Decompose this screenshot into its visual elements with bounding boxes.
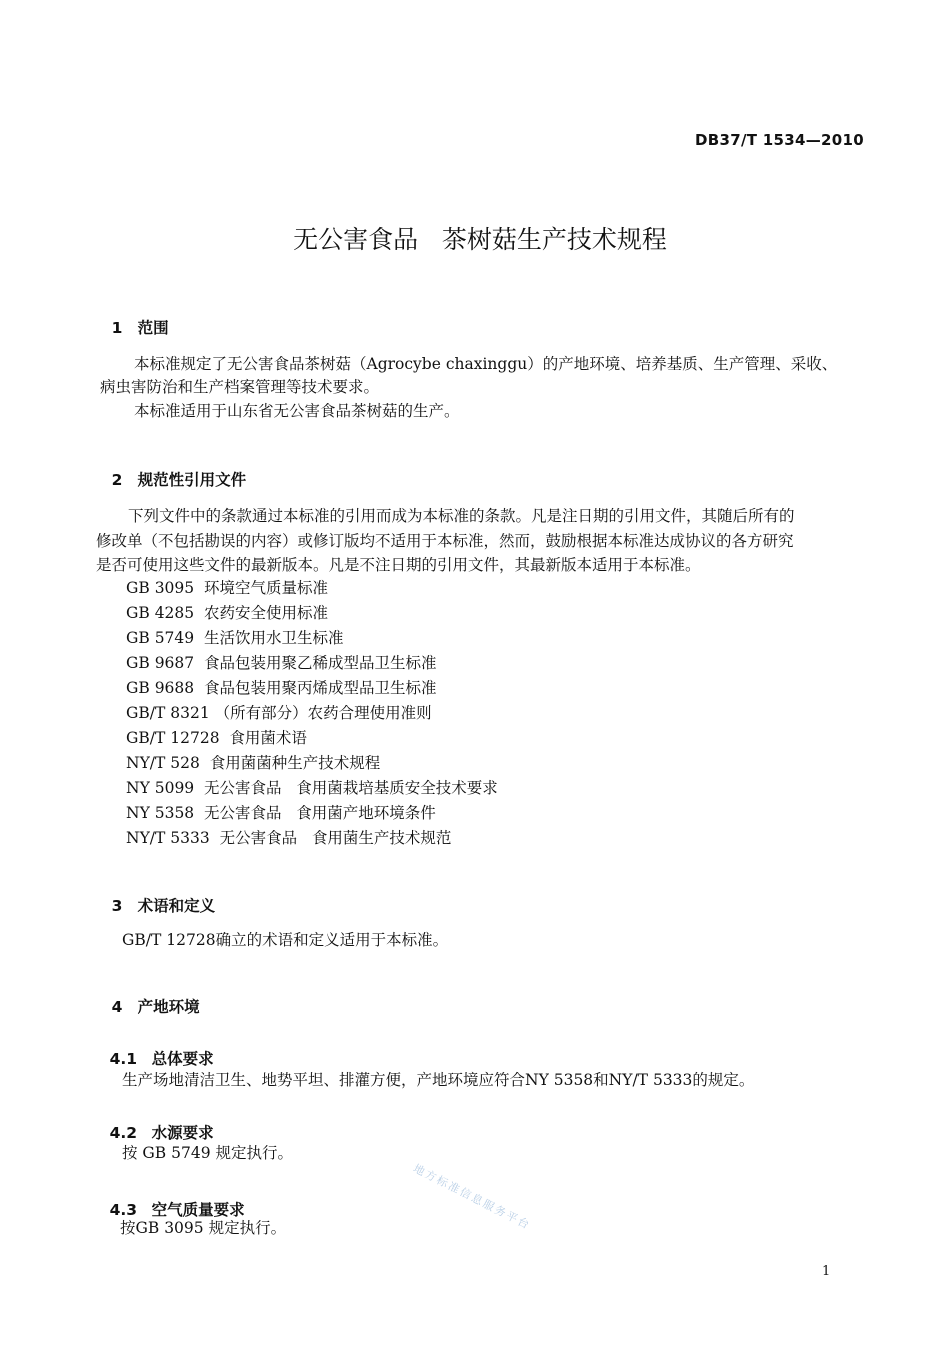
paragraph: 本标准规定了无公害食品茶树菇（Agrocybe chaxinggu）的产地环境、培养基质、生产管理、采收、 <box>134 355 838 373</box>
section-title: 规范性引用文件 <box>137 471 247 489</box>
document-number: DB37/T 1534—2010 <box>695 131 864 149</box>
paragraph: 是否可使用这些文件的最新版本。凡是不注日期的引用文件，其最新版本适用于本标准。 <box>96 556 701 574</box>
section-3-heading <box>90 876 215 934</box>
paragraph: 按GB 3095 规定执行。 <box>120 1219 287 1237</box>
reference-item: GB 5749 生活饮用水卫生标准 <box>126 629 344 647</box>
section-number: 3 <box>111 897 123 915</box>
paragraph: 生产场地清洁卫生、地势平坦、排灌方便，产地环境应符合NY 5358和NY/T 5333的规定。 <box>122 1071 755 1089</box>
section-title: 范围 <box>137 319 169 337</box>
section-title: 术语和定义 <box>137 897 216 915</box>
section-title: 产地环境 <box>137 998 200 1016</box>
reference-item: GB 9687 食品包装用聚乙稀成型品卫生标准 <box>126 654 437 672</box>
section-number: 4 <box>111 998 123 1016</box>
paragraph: 按 GB 5749 规定执行。 <box>122 1144 293 1162</box>
reference-item: GB/T 8321 （所有部分）农药合理使用准则 <box>126 704 432 722</box>
reference-item: NY 5358 无公害食品 食用菌产地环境条件 <box>126 804 436 822</box>
subsection-number: 4.1 <box>109 1050 138 1068</box>
paragraph: 修改单（不包括勘误的内容）或修订版均不适用于本标准，然而，鼓励根据本标准达成协议的各方研究 <box>96 532 794 550</box>
section-2-heading <box>90 450 246 508</box>
subsection-title: 空气质量要求 <box>151 1201 245 1219</box>
section-number: 1 <box>111 319 123 337</box>
paragraph: 下列文件中的条款通过本标准的引用而成为本标准的条款。凡是注日期的引用文件，其随后所有的 <box>128 507 795 525</box>
subsection-title: 总体要求 <box>151 1050 214 1068</box>
paragraph: GB/T 12728确立的术语和定义适用于本标准。 <box>122 931 449 949</box>
reference-item: NY/T 5333 无公害食品 食用菌生产技术规范 <box>126 829 452 847</box>
reference-item: NY/T 528 食用菌菌种生产技术规程 <box>126 754 381 772</box>
watermark: 地方标准信息服务平台 <box>411 1161 533 1233</box>
subsection-number: 4.2 <box>109 1124 138 1142</box>
reference-item: NY 5099 无公害食品 食用菌栽培基质安全技术要求 <box>126 779 498 797</box>
section-4-heading <box>90 977 200 1035</box>
paragraph: 病虫害防治和生产档案管理等技术要求。 <box>100 378 380 396</box>
paragraph: 本标准适用于山东省无公害食品茶树菇的生产。 <box>134 402 460 420</box>
page-number: 1 <box>822 1264 831 1279</box>
subsection-title: 水源要求 <box>151 1124 214 1142</box>
document-title: 无公害食品 茶树菇生产技术规程 <box>293 225 667 254</box>
reference-item: GB 3095 环境空气质量标准 <box>126 579 329 597</box>
section-number: 2 <box>111 471 123 489</box>
section-1-heading <box>90 298 169 356</box>
reference-item: GB/T 12728 食用菌术语 <box>126 729 307 747</box>
reference-item: GB 4285 农药安全使用标准 <box>126 604 329 622</box>
reference-item: GB 9688 食品包装用聚丙烯成型品卫生标准 <box>126 679 437 697</box>
subsection-number: 4.3 <box>109 1201 138 1219</box>
